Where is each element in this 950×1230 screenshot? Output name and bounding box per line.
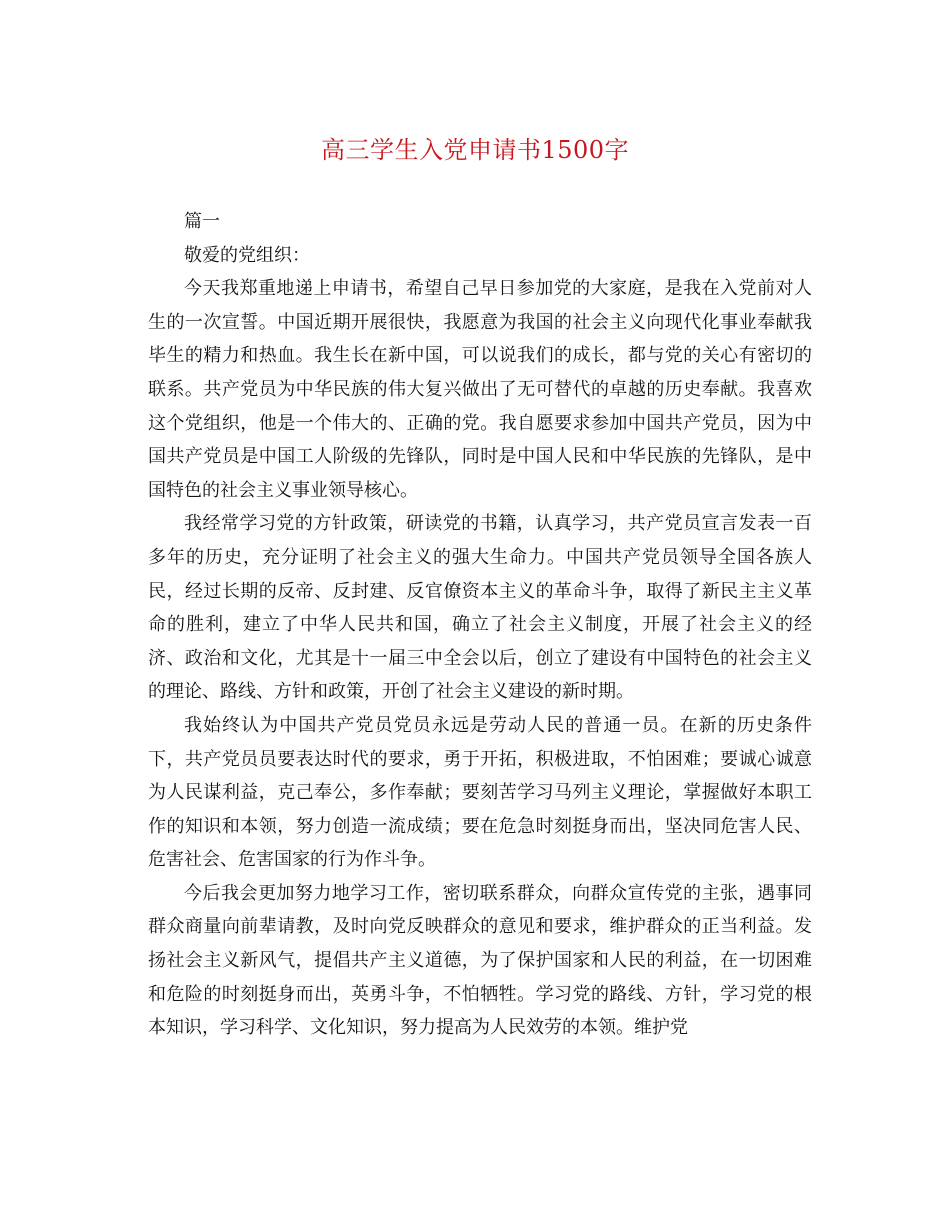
paragraph-3: 我始终认为中国共产党员党员永远是劳动人民的普通一员。在新的历史条件下，共产党员员要表达时代的要求，勇于开拓，积极进取，不怕困难；要诚心诚意为人民谋利益，克己奉公，多作奉献；要刻苦学习马列主义理论，掌握做好本职工作的知识和本领，努力创造一流成绩；要在危急时刻挺身而出，坚决同危害人民、危害社会、危害国家的行为作斗争。 (148, 714, 812, 871)
document-title: 高三学生入党申请书1500字 (320, 136, 630, 164)
document-body (148, 205, 812, 1045)
paragraph-2: 我经常学习党的方针政策，研读党的书籍，认真学习，共产党员宣言发表一百多年的历史，充分证明了社会主义的强大生命力。中国共产党员领导全国各族人民，经过长期的反帝、反封建、反官僚资本主义的革命斗争，取得了新民主主义革命的胜利，建立了中华人民共和国，确立了社会主义制度，开展了社会主义的经济、政治和文化，尤其是十一届三中全会以后，创立了建设有中国特色的社会主义的理论、路线、方针和政策，开创了社会主义建设的新时期。 (148, 513, 812, 703)
paragraph-1: 今天我郑重地递上申请书，希望自己早日参加党的大家庭，是我在入党前对人生的一次宣誓。中国近期开展很快，我愿意为我国的社会主义向现代化事业奉献我毕生的精力和热血。我生长在新中国，可以说我们的成长，都与党的关心有密切的联系。共产党员为中华民族的伟大复兴做出了无可替代的卓越的历史奉献。我喜欢这个党组织，他是一个伟大的、正确的党。我自愿要求参加中国共产党员，因为中国共产党员是中国工人阶级的先锋队，同时是中国人民和中华民族的先锋队，是中国特色的社会主义事业领导核心。 (148, 278, 812, 501)
section-label: 篇一 (184, 211, 220, 232)
salutation: 敬爱的党组织： (184, 244, 310, 266)
paragraph-4: 今后我会更加努力地学习工作，密切联系群众，向群众宣传党的主张，遇事同群众商量向前辈请教，及时向党反映群众的意见和要求，维护群众的正当利益。发扬社会主义新风气，提倡共产主义道德，为了保护国家和人民的利益，在一切困难和危险的时刻挺身而出，英勇斗争，不怕牺牲。学习党的路线、方针，学习党的根本知识，学习科学、文化知识，努力提高为人民效劳的本领。维护党 (148, 882, 812, 1039)
